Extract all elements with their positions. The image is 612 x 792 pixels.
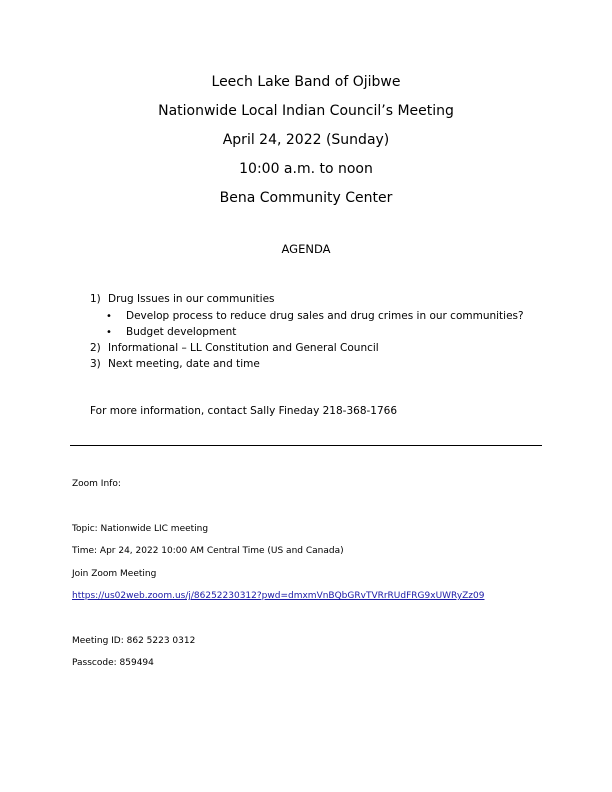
meeting-date: April 24, 2022 (Sunday) <box>222 132 390 148</box>
zoom-meeting-link[interactable]: https://us02web.zoom.us/j/86252230312?pwd=dmxmVnBQbGRvTVRrRUdFRG9xUWRyZz09 <box>72 591 485 601</box>
agenda-subitem-text: Budget development <box>126 326 237 338</box>
agenda-item-number: 3) <box>90 358 101 370</box>
agenda-title: AGENDA <box>281 242 331 256</box>
organization-name: Leech Lake Band of Ojibwe <box>211 74 401 90</box>
meeting-time: 10:00 a.m. to noon <box>239 161 373 177</box>
bullet-icon: • <box>106 311 112 322</box>
zoom-passcode: Passcode: 859494 <box>72 658 154 668</box>
contact-info: For more information, contact Sally Fineday 218-368-1766 <box>90 405 398 417</box>
zoom-heading: Zoom Info: <box>72 479 121 489</box>
agenda-item-number: 1) <box>90 293 101 305</box>
meeting-location: Bena Community Center <box>219 190 393 206</box>
agenda-item-text: Informational – LL Constitution and General Council <box>108 342 379 354</box>
agenda-item-text: Next meeting, date and time <box>108 358 260 370</box>
agenda-subitem-text: Develop process to reduce drug sales and drug crimes in our communities? <box>126 310 524 322</box>
agenda-item-number: 2) <box>90 342 101 354</box>
zoom-meeting-id: Meeting ID: 862 5223 0312 <box>72 636 196 646</box>
section-divider <box>70 445 542 446</box>
zoom-topic: Topic: Nationwide LIC meeting <box>72 524 209 534</box>
zoom-time: Time: Apr 24, 2022 10:00 AM Central Time (US and Canada) <box>72 546 344 556</box>
agenda-item-text: Drug Issues in our communities <box>108 293 275 305</box>
bullet-icon: • <box>106 327 112 338</box>
meeting-title: Nationwide Local Indian Council’s Meeting <box>158 103 454 119</box>
zoom-join-label: Join Zoom Meeting <box>72 569 157 579</box>
